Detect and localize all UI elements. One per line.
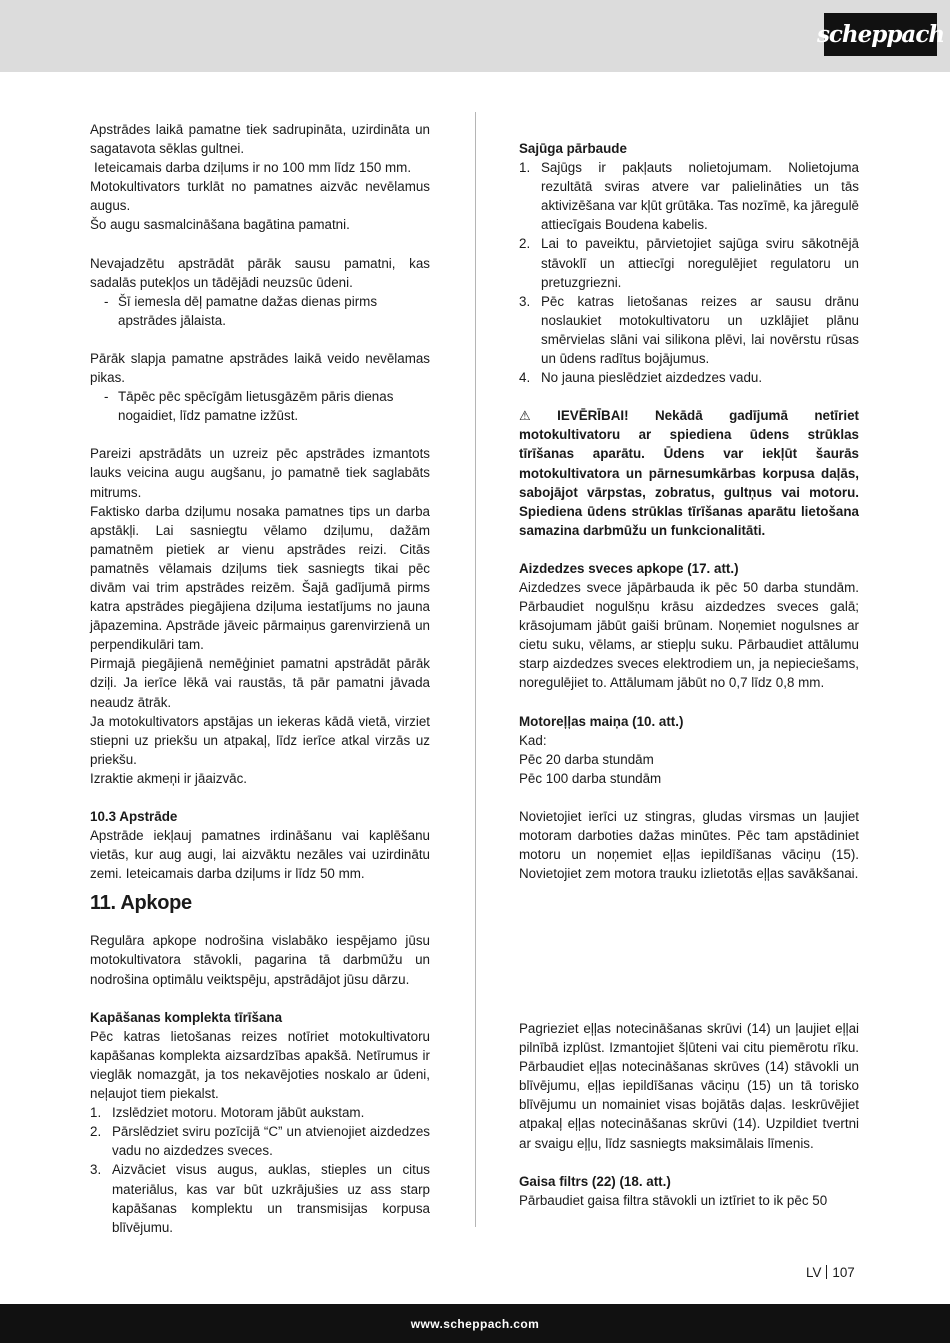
paragraph: Šo augu sasmalcināšana bagātina pamatni. bbox=[90, 217, 350, 233]
brand-logo: scheppach bbox=[824, 13, 937, 56]
list-item: 2. Pārslēdziet sviru pozīcijā “C” un atvienojiet aizdedzes vadu no aizdedzes sveces. bbox=[90, 1124, 430, 1159]
paragraph: Kad: bbox=[519, 732, 547, 748]
paragraph: Faktisko darba dziļumu nosaka pamatnes tips un darba apstākļi. Lai sasniegtu vēlamo dziļumu, dažām pamatnēm pietiek ar vienu apstrādes reizi. Citās pamatnēs vēlamais dziļums tiek sasniegts tikai pēc divām vai trim apstrādes reizēm. Šajā gadījumā pirms katra apstrādes piegājiena dziļuma iestatījums no jauna jāpazemina. Apstrāde jāveic pārmaiņus garenvirzienā un perpendikulāri tam. bbox=[90, 503, 430, 653]
chapter-heading: 11. Apkope bbox=[90, 892, 192, 915]
warning-text: ⚠ IEVĒRĪBAI! Nekādā gadījumā netīriet motokultivatoru ar spiediena ūdens strūklas tīrīšanas aparātu. Ūdens var iekļūt šaurās motokultivatora un pārnesumkārbas korpusa daļās, sabojājot vārpstas, zobratus, gultņus vai motoru. Spiediena ūdens strūklas tīrīšanas aparātu lietošana samazina darbmūžu un funkcionalitāti. bbox=[519, 408, 859, 538]
header-bar bbox=[0, 0, 950, 72]
paragraph: Pareizi apstrādāts un uzreiz pēc apstrādes izmantots lauks veicina augu augšanu, jo pamatnē tiek saglabāts mitrums. bbox=[90, 446, 430, 500]
section-heading: Aizdedzes sveces apkope (17. att.) bbox=[519, 560, 739, 576]
paragraph: Pagrieziet eļļas notecināšanas skrūvi (14) un ļaujiet eļļai pilnībā izplūst. Izmantojiet šļūteni vai citu piemērotu rīku. Pārbaudiet eļļas notecināšanas skrūves (14) stāvokli un blīvējumu, eļļas iepildīšanas vāciņu (15) un tā torisko blīvējumu un nomainiet visas bojātās daļas. Ieskrūvējiet atpakaļ eļļas notecināšanas skrūvi (14). Uzpildiet tvertni ar svaigu eļļu, līdz sasniegts maksimālais līmenis. bbox=[519, 1021, 859, 1151]
page-number: LV 107 bbox=[806, 1265, 855, 1280]
paragraph: Novietojiet ierīci uz stingras, gludas virsmas un ļaujiet motoram darboties dažas minūtes. Pēc tam apstādiniet motoru un noņemiet eļļas iepildīšanas vāciņu (15). Novietojiet zem motora trauku izlietotās eļļas savākšanai. bbox=[519, 808, 859, 882]
section-heading: Sajūga pārbaude bbox=[519, 141, 627, 156]
warning-triangle-icon: ⚠ bbox=[519, 408, 531, 424]
paragraph: Ja motokultivators apstājas un iekeras kādā vietā, virziet stiepni uz priekšu un atpakaļ, līdz ierīce atkal virzās uz priekšu. bbox=[90, 713, 430, 767]
column-divider bbox=[475, 112, 476, 1227]
paragraph: Pēc 20 darba stundām bbox=[519, 751, 654, 767]
paragraph: Apstrāde iekļauj pamatnes irdināšanu vai kaplēšanu vietās, kur aug augi, lai aizvāktu nezāles vai uzirdinātu zemi. Ieteicamais darba dziļums ir līdz 50 mm. bbox=[90, 828, 430, 882]
paragraph: Pēc 100 darba stundām bbox=[519, 770, 662, 786]
list-item: 2. Lai to paveiktu, pārvietojiet sajūga sviru sākotnējā stāvoklī un attiecīgi noregulējiet regulatoru un pretuzgriezni. bbox=[519, 236, 859, 290]
section-heading: Gaisa filtrs (22) (18. att.) bbox=[519, 1173, 671, 1189]
footer-url[interactable]: www.scheppach.com bbox=[410, 1316, 540, 1331]
paragraph: Pirmajā piegājienā nemēģiniet pamatni apstrādāt pārāk dziļi. Ja ierīce lēkā vai raustās, tā pār pamatni jāvada neaudz ātrāk. bbox=[90, 656, 430, 710]
paragraph: Apstrādes laikā pamatne tiek sadrupināta, uzirdināta un sagatavota sēklas gultnei. bbox=[90, 122, 430, 157]
paragraph: Nevajadzētu apstrādāt pārāk sausu pamatni, kas sadalās putekļos un tādējādi neuzsūc ūdeni. bbox=[90, 255, 430, 290]
section-heading: 10.3 Apstrāde bbox=[90, 809, 178, 824]
list-item: 1. Sajūgs ir pakļauts nolietojumam. Nolietojuma rezultātā sviras atvere var palielināties un tās aktivizēšana var kļūt grūtāka. Tas nozīmē, ka jāregulē attiecīgais Boudena kabelis. bbox=[519, 160, 859, 233]
paragraph: Aizdedzes svece jāpārbauda ik pēc 50 darba stundām. Pārbaudiet nogulšņu krāsu aizdedzes sveces galā; krāsojumam jābūt gaiši brūnam. Noņemiet nogulsnes ar cietu suku, vēlams, ar stiepļu suku. Pārbaudiet attālumu starp aizdedzes sveces elektrodiem un, ja nepieciešams, noregulējiet to. Attālumam jābūt no 0,7 līdz 0,8 mm. bbox=[519, 579, 859, 691]
paragraph: Izraktie akmeņi ir jāaizvāc. bbox=[90, 770, 248, 786]
paragraph: Pārāk slapja pamatne apstrādes laikā veido nevēlamas pikas. bbox=[90, 350, 430, 386]
left-column bbox=[90, 120, 430, 1237]
dash-item: - Šī iemesla dēļ pamatne dažas dienas pirms apstrādes jālaista. bbox=[104, 293, 378, 328]
paragraph: Pārbaudiet gaisa filtra stāvokli un iztīriet to ik pēc 50 bbox=[519, 1192, 828, 1208]
list-item: 4. No jauna pieslēdziet aizdedzes vadu. bbox=[519, 370, 763, 386]
section-heading: Motoreļļas maiņa (10. att.) bbox=[519, 713, 684, 729]
section-heading: Kapāšanas komplekta tīrīšana bbox=[90, 1009, 283, 1025]
paragraph: Pēc katras lietošanas reizes notīriet motokultivatoru kapāšanas komplekta aizsardzības apakšā. Netīrumus ir vieglāk nomazgāt, ja tos nekavējoties noskalo ar ūdeni, neļaujot tiem piekalst. bbox=[90, 1028, 430, 1102]
paragraph: Motokultivators turklāt no pamatnes aizvāc nevēlamus augus. bbox=[90, 179, 430, 214]
list-item: 1. Izslēdziet motoru. Motoram jābūt aukstam. bbox=[90, 1105, 365, 1121]
list-item: 3. Aizvāciet visus augus, auklas, stieples un citus materiālus, kas var būt uzkrājušies uz ass starp kapāšanas komplektu un transmisijas korpusa blīvējumu. bbox=[90, 1162, 430, 1235]
paragraph: Regulāra apkope nodrošina vislabāko iespējamo jūsu motokultivatora stāvokli, pagarina tā darbmūžu un nodrošina optimālu veiktspēju, apstrādājot jūsu dārzu. bbox=[90, 933, 430, 987]
paragraph: Ieteicamais darba dziļums ir no 100 mm līdz 150 mm. bbox=[94, 160, 412, 176]
right-column-lower bbox=[519, 1019, 859, 1210]
list-item: 3. Pēc katras lietošanas reizes ar sausu drānu noslaukiet motokultivatoru un uzklājiet plānu smērvielas slāni vai silikona plēvi, lai novērstu rūsas un ūdens radītus bojājumus. bbox=[519, 293, 859, 367]
footer-bar bbox=[0, 1304, 950, 1343]
right-column bbox=[519, 139, 859, 883]
dash-item: - Tāpēc pēc spēcīgām lietusgāzēm pāris dienas nogaidiet, līdz pamatne izžūst. bbox=[104, 389, 394, 424]
